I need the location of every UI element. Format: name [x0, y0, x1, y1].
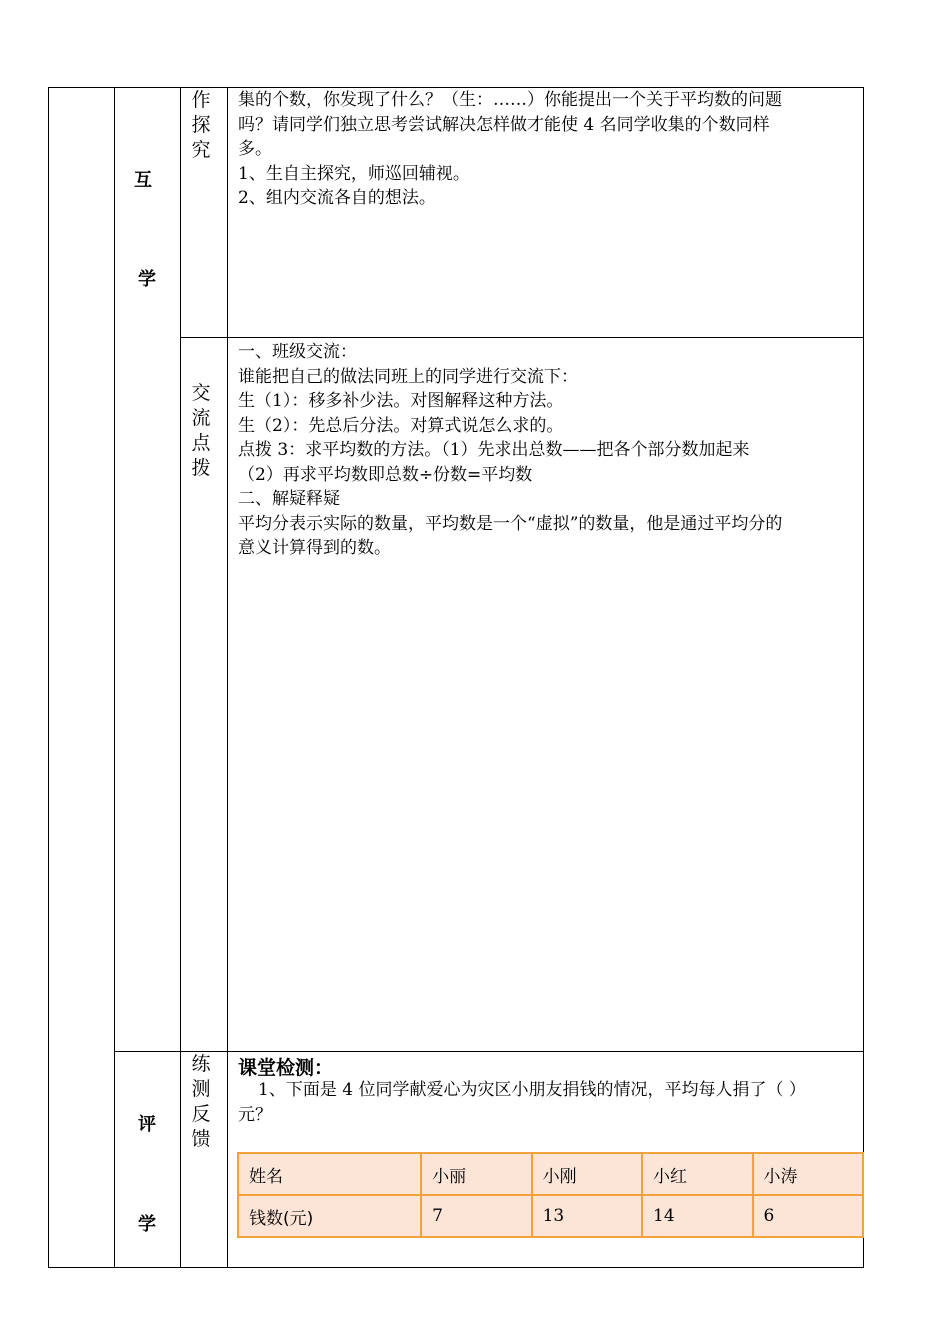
text-line: 意义计算得到的数。 [238, 538, 391, 558]
table-cell: 小刚 [532, 1153, 642, 1195]
column-divider-3 [227, 87, 228, 1268]
practice-title: 课堂检测： [238, 1057, 334, 1079]
text-line: 集的个数，你发现了什么？（生：……）你能提出一个关于平均数的问题 [238, 90, 782, 110]
section-char-xue-1: 学 [138, 269, 156, 290]
text-line: （2）再求平均数即总数÷份数=平均数 [238, 464, 533, 485]
section-char-hu: 互 [134, 170, 152, 191]
text-line: 二、解疑释疑 [238, 489, 340, 509]
table-cell: 小涛 [753, 1153, 864, 1195]
table-cell: 小丽 [421, 1153, 531, 1195]
table-row [238, 1195, 863, 1237]
table-cell: 姓名 [238, 1153, 421, 1195]
section-char-xue-2: 学 [138, 1214, 156, 1235]
row-divider-explore [180, 337, 864, 338]
text-line: 点拨 3：求平均数的方法。（1）先求出总数——把各个部分数加起来 [238, 440, 750, 460]
text-line: 谁能把自己的做法同班上的同学进行交流下： [238, 366, 578, 387]
table-border-right [863, 87, 864, 1268]
row-label-explore: 作探究 [191, 89, 211, 161]
table-cell: 14 [642, 1195, 752, 1237]
table-cell: 7 [421, 1195, 531, 1237]
section-char-ping: 评 [138, 1114, 156, 1135]
text-line: 生（1）：移多补少法。对图解释这种方法。 [238, 391, 564, 411]
text-line: 多。 [238, 139, 272, 159]
row-divider-practice [114, 1051, 864, 1052]
text-line: 1、生自主探究，师巡回辅视。 [238, 163, 470, 184]
text-line: 生（2）：先总后分法。对算式说怎么求的。 [238, 415, 564, 436]
table-border-bottom [48, 1267, 864, 1268]
question-line: 元？ [238, 1104, 272, 1125]
column-divider-1 [114, 87, 115, 1268]
table-border-left [48, 87, 49, 1268]
table-cell: 小红 [642, 1153, 752, 1195]
question-line: 1、下面是 4 位同学献爱心为灾区小朋友捐钱的情况，平均每人捐了（ ） [258, 1080, 806, 1100]
table-cell: 6 [753, 1195, 864, 1237]
donation-table [237, 1152, 864, 1238]
text-line: 平均分表示实际的数量，平均数是一个“虚拟”的数量，他是通过平均分的 [238, 513, 783, 534]
column-divider-2 [180, 87, 181, 1268]
explore-content [238, 88, 782, 211]
exchange-content [238, 340, 782, 561]
table-header-row [238, 1153, 863, 1195]
table-cell: 13 [532, 1195, 642, 1237]
practice-question [238, 1078, 806, 1127]
table-cell: 钱数(元) [238, 1195, 421, 1237]
row-label-practice: 练测反馈 [191, 1053, 211, 1150]
text-line: 一、班级交流： [238, 342, 357, 362]
row-label-exchange: 交流点拨 [191, 382, 211, 479]
text-line: 2、组内交流各自的想法。 [238, 188, 436, 208]
text-line: 吗？请同学们独立思考尝试解决怎样做才能使 4 名同学收集的个数同样 [238, 114, 770, 135]
